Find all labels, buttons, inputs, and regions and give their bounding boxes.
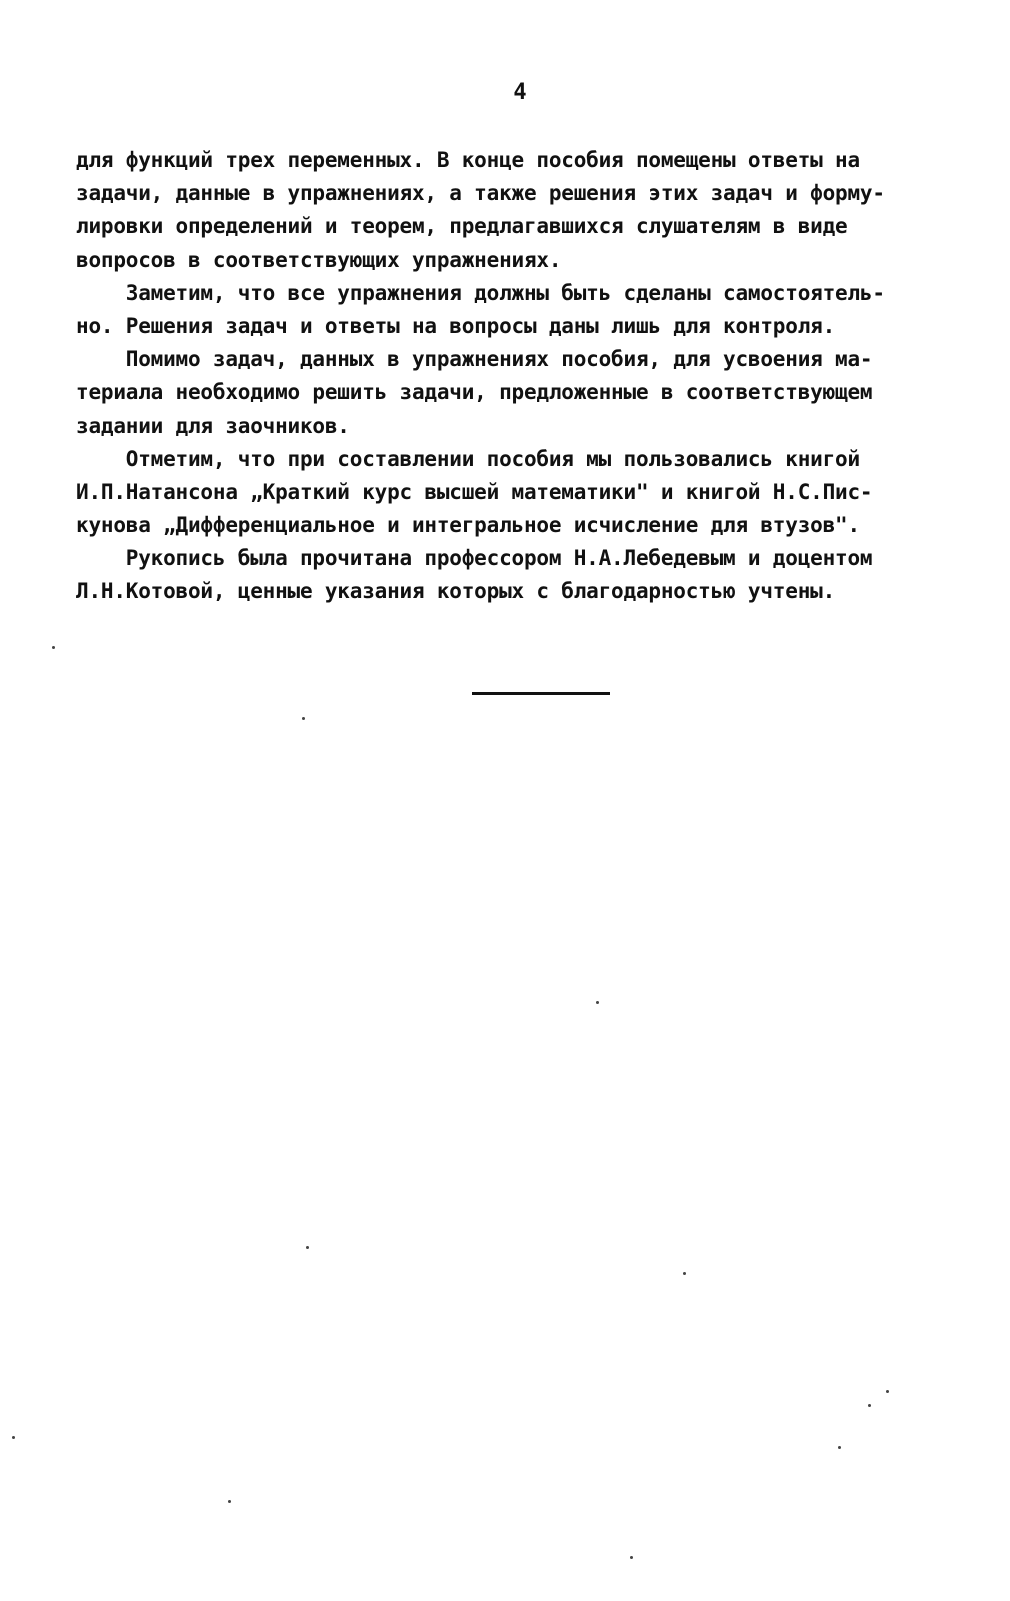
section-separator xyxy=(472,692,610,695)
body-text xyxy=(76,144,976,609)
text-line: вопросов в соответствующих упражнениях. xyxy=(76,247,562,272)
page-number: 4 xyxy=(513,80,527,105)
scan-speck xyxy=(596,1001,599,1004)
scan-speck xyxy=(886,1390,889,1393)
text-line: задачи, данные в упражнениях, а также решения этих задач и форму- xyxy=(76,181,885,206)
text-line: Помимо задач, данных в упражнениях пособия, для усвоения ма- xyxy=(76,347,873,372)
text-line: Л.Н.Котовой, ценные указания которых с благодарностью учтены. xyxy=(76,579,836,604)
scan-speck xyxy=(228,1500,231,1503)
text-line: Рукопись была прочитана профессором Н.А.Лебедевым и доцентом xyxy=(76,546,873,571)
text-line: но. Решения задач и ответы на вопросы даны лишь для контроля. xyxy=(76,313,836,338)
scan-speck xyxy=(630,1556,633,1559)
scan-speck xyxy=(683,1272,686,1275)
text-line: Отметим, что при составлении пособия мы пользовались книгой xyxy=(76,446,860,471)
text-line: лировки определений и теорем, предлагавшихся слушателям в виде xyxy=(76,214,848,239)
scan-speck xyxy=(302,717,305,720)
text-line: Заметим, что все упражнения должны быть сделаны самостоятель- xyxy=(76,280,885,305)
scan-speck xyxy=(12,1436,15,1439)
text-line: кунова „Дифференциальное и интегральное исчисление для втузов". xyxy=(76,513,860,538)
text-line: для функций трех переменных. В конце пособия помещены ответы на xyxy=(76,148,860,172)
scan-speck xyxy=(52,646,55,649)
scan-speck xyxy=(838,1446,841,1449)
text-line: териала необходимо решить задачи, предложенные в соответствующем xyxy=(76,380,873,405)
text-line: задании для заочников. xyxy=(76,413,350,438)
scan-speck xyxy=(306,1246,309,1249)
text-line: И.П.Натансона „Краткий курс высшей математики" и книгой Н.С.Пис- xyxy=(76,479,873,504)
scan-speck xyxy=(868,1404,871,1407)
